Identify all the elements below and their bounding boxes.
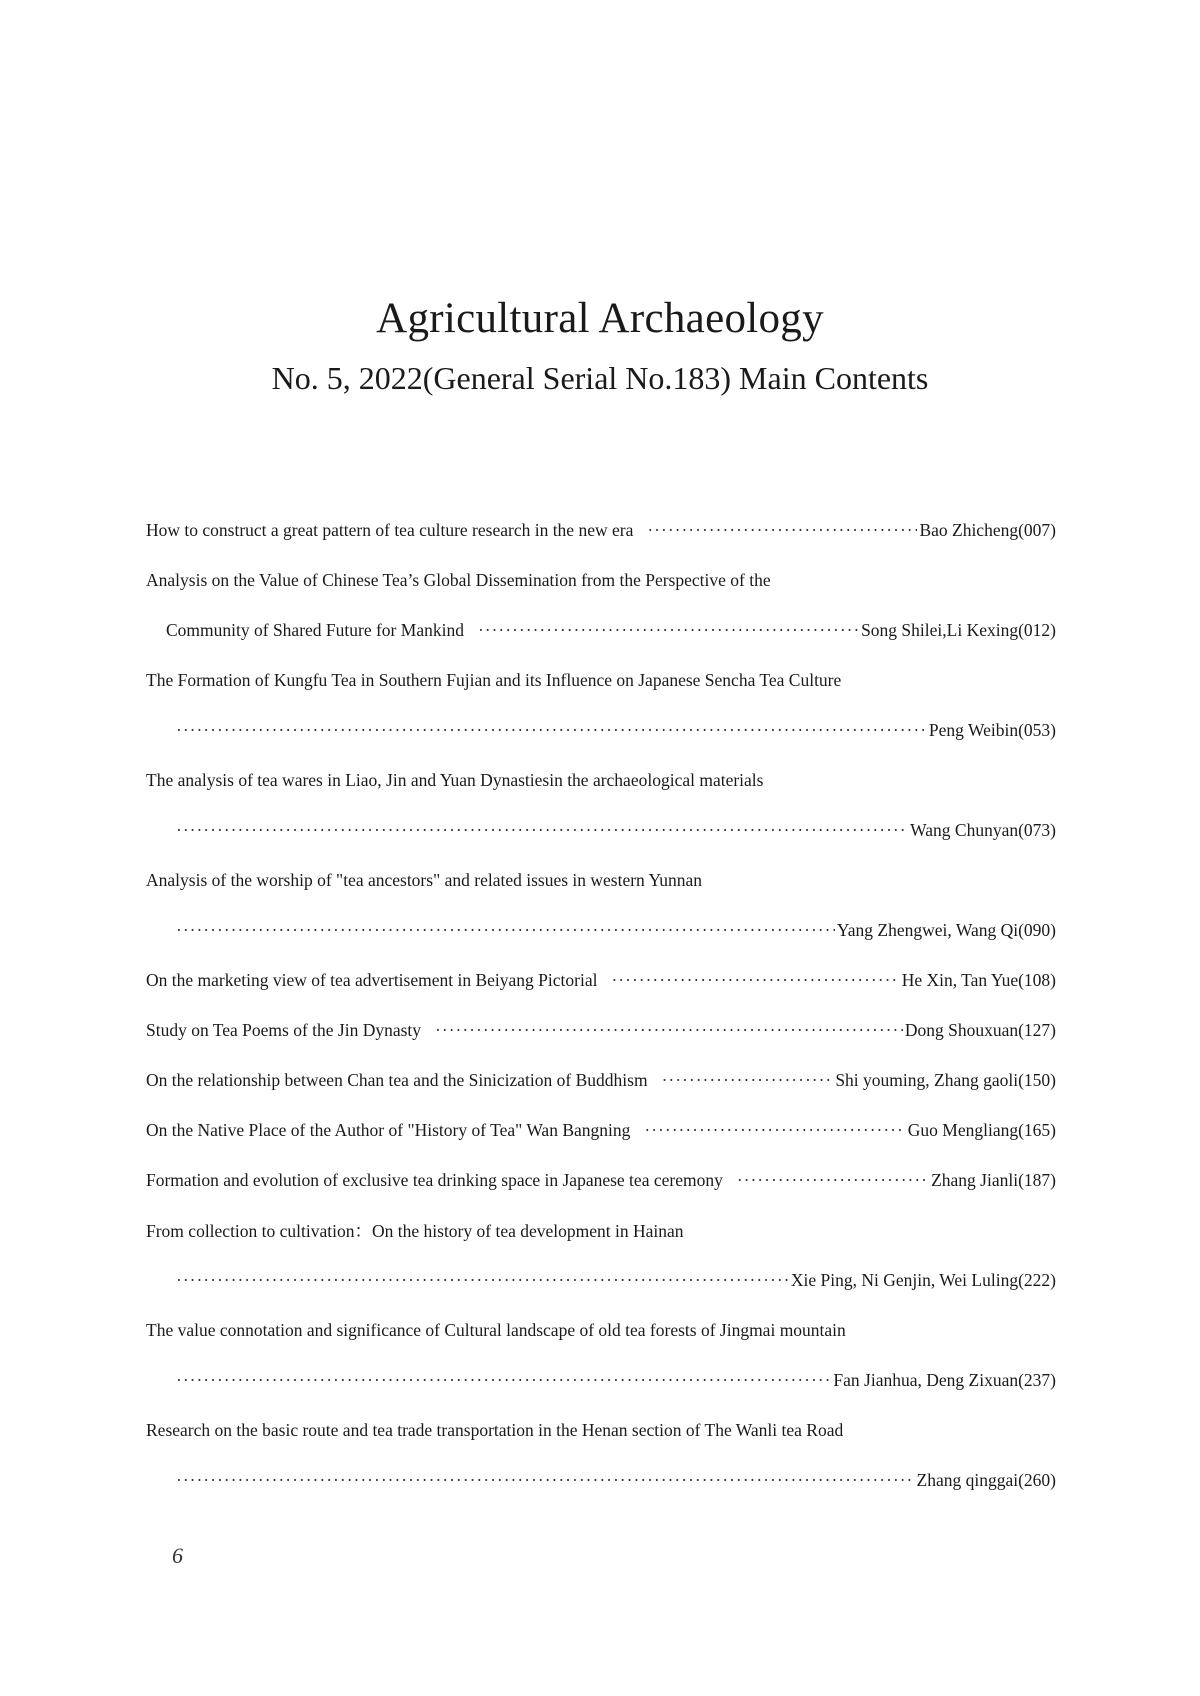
entry-author: Yang Zhengwei, Wang Qi	[836, 919, 1019, 940]
entry-title: On the Native Place of the Author of "History of Tea" Wan Bangning	[146, 1119, 631, 1140]
entry-author: Shi youming, Zhang gaoli	[835, 1069, 1019, 1090]
entry-page: (012)	[1018, 619, 1056, 640]
entry-page: (053)	[1018, 719, 1056, 740]
entry-author: Peng Weibin	[928, 719, 1019, 740]
entry-title: The analysis of tea wares in Liao, Jin and Yuan Dynastiesin the archaeological materials	[146, 769, 764, 790]
entry-page: (108)	[1018, 969, 1056, 990]
dot-leader	[478, 620, 859, 641]
entry-page: (260)	[1018, 1469, 1056, 1490]
entry-title: Research on the basic route and tea trade transportation in the Henan section of The Wanli tea Road	[146, 1419, 844, 1440]
entry-title: Formation and evolution of exclusive tea drinking space in Japanese tea ceremony	[146, 1169, 723, 1190]
dot-leader	[176, 820, 908, 841]
entry-title: From collection to cultivation：On the history of tea development in Hainan	[146, 1220, 684, 1241]
toc-entry	[146, 1255, 1056, 1305]
toc-entry	[146, 705, 1056, 755]
dot-leader	[644, 1120, 905, 1141]
entry-page: (165)	[1018, 1119, 1056, 1140]
toc-entry-title-line	[146, 1305, 1056, 1355]
dot-leader	[176, 1470, 915, 1491]
dot-leader	[176, 720, 927, 741]
journal-title: Agricultural Archaeology	[376, 295, 824, 342]
entry-page: (222)	[1018, 1269, 1056, 1290]
entry-author: Zhang qinggai	[916, 1469, 1019, 1490]
toc-entry-title-line	[146, 755, 1056, 805]
dot-leader	[176, 920, 835, 941]
toc-entry	[146, 1155, 1056, 1205]
entry-author: He Xin, Tan Yue	[901, 969, 1019, 990]
entry-title: The Formation of Kungfu Tea in Southern Fujian and its Influence on Japanese Sencha Tea Culture	[146, 669, 842, 690]
entry-title: How to construct a great pattern of tea culture research in the new era	[146, 519, 634, 540]
entry-author: Song Shilei,Li Kexing	[861, 619, 1019, 640]
entry-title: Study on Tea Poems of the Jin Dynasty	[146, 1019, 422, 1040]
entry-author: Guo Mengliang	[907, 1119, 1019, 1140]
dot-leader	[611, 970, 899, 991]
dot-leader	[662, 1070, 834, 1091]
dot-leader	[737, 1170, 929, 1191]
entry-page: (150)	[1018, 1069, 1056, 1090]
entry-page: (007)	[1018, 519, 1056, 540]
dot-leader	[176, 1370, 831, 1391]
toc-entry	[146, 1005, 1056, 1055]
entry-author: Fan Jianhua, Deng Zixuan	[833, 1369, 1019, 1390]
toc-entry	[146, 955, 1056, 1005]
entry-page: (237)	[1018, 1369, 1056, 1390]
toc-entry	[146, 605, 1056, 655]
dot-leader	[435, 1020, 903, 1041]
table-of-contents	[146, 505, 1056, 1505]
toc-entry-title-line	[146, 1205, 1056, 1255]
toc-entry	[146, 505, 1056, 555]
toc-entry-title-line	[146, 1405, 1056, 1455]
entry-title: On the marketing view of tea advertisement in Beiyang Pictorial	[146, 969, 598, 990]
entry-page: (187)	[1018, 1169, 1056, 1190]
entry-page: (090)	[1018, 919, 1056, 940]
toc-entry-title-line	[146, 655, 1056, 705]
toc-entry-title-line	[146, 855, 1056, 905]
toc-entry	[146, 905, 1056, 955]
entry-title: Analysis of the worship of "tea ancestors" and related issues in western Yunnan	[146, 869, 703, 890]
toc-entry	[146, 1105, 1056, 1155]
entry-author: Dong Shouxuan	[904, 1019, 1019, 1040]
toc-entry-title-line	[146, 555, 1056, 605]
entry-page: (127)	[1018, 1019, 1056, 1040]
entry-author: Bao Zhicheng	[919, 519, 1019, 540]
toc-entry	[146, 805, 1056, 855]
dot-leader	[647, 520, 917, 541]
entry-title: Analysis on the Value of Chinese Tea’s Global Dissemination from the Perspective of the	[146, 569, 771, 590]
issue-subtitle: No. 5, 2022(General Serial No.183) Main Contents	[271, 360, 929, 396]
entry-author: Wang Chunyan	[910, 819, 1019, 840]
entry-title-continued: Community of Shared Future for Mankind	[166, 619, 464, 640]
entry-page: (073)	[1018, 819, 1056, 840]
entry-author: Zhang Jianli	[931, 1169, 1019, 1190]
page-number: 6	[172, 1543, 183, 1568]
toc-entry	[146, 1055, 1056, 1105]
dot-leader	[176, 1270, 789, 1291]
entry-title: The value connotation and significance of Cultural landscape of old tea forests of Jingmai mountain	[146, 1319, 846, 1340]
toc-entry	[146, 1455, 1056, 1505]
entry-title: On the relationship between Chan tea and the Sinicization of Buddhism	[146, 1069, 648, 1090]
entry-author: Xie Ping, Ni Genjin, Wei Luling	[790, 1269, 1019, 1290]
toc-entry	[146, 1355, 1056, 1405]
